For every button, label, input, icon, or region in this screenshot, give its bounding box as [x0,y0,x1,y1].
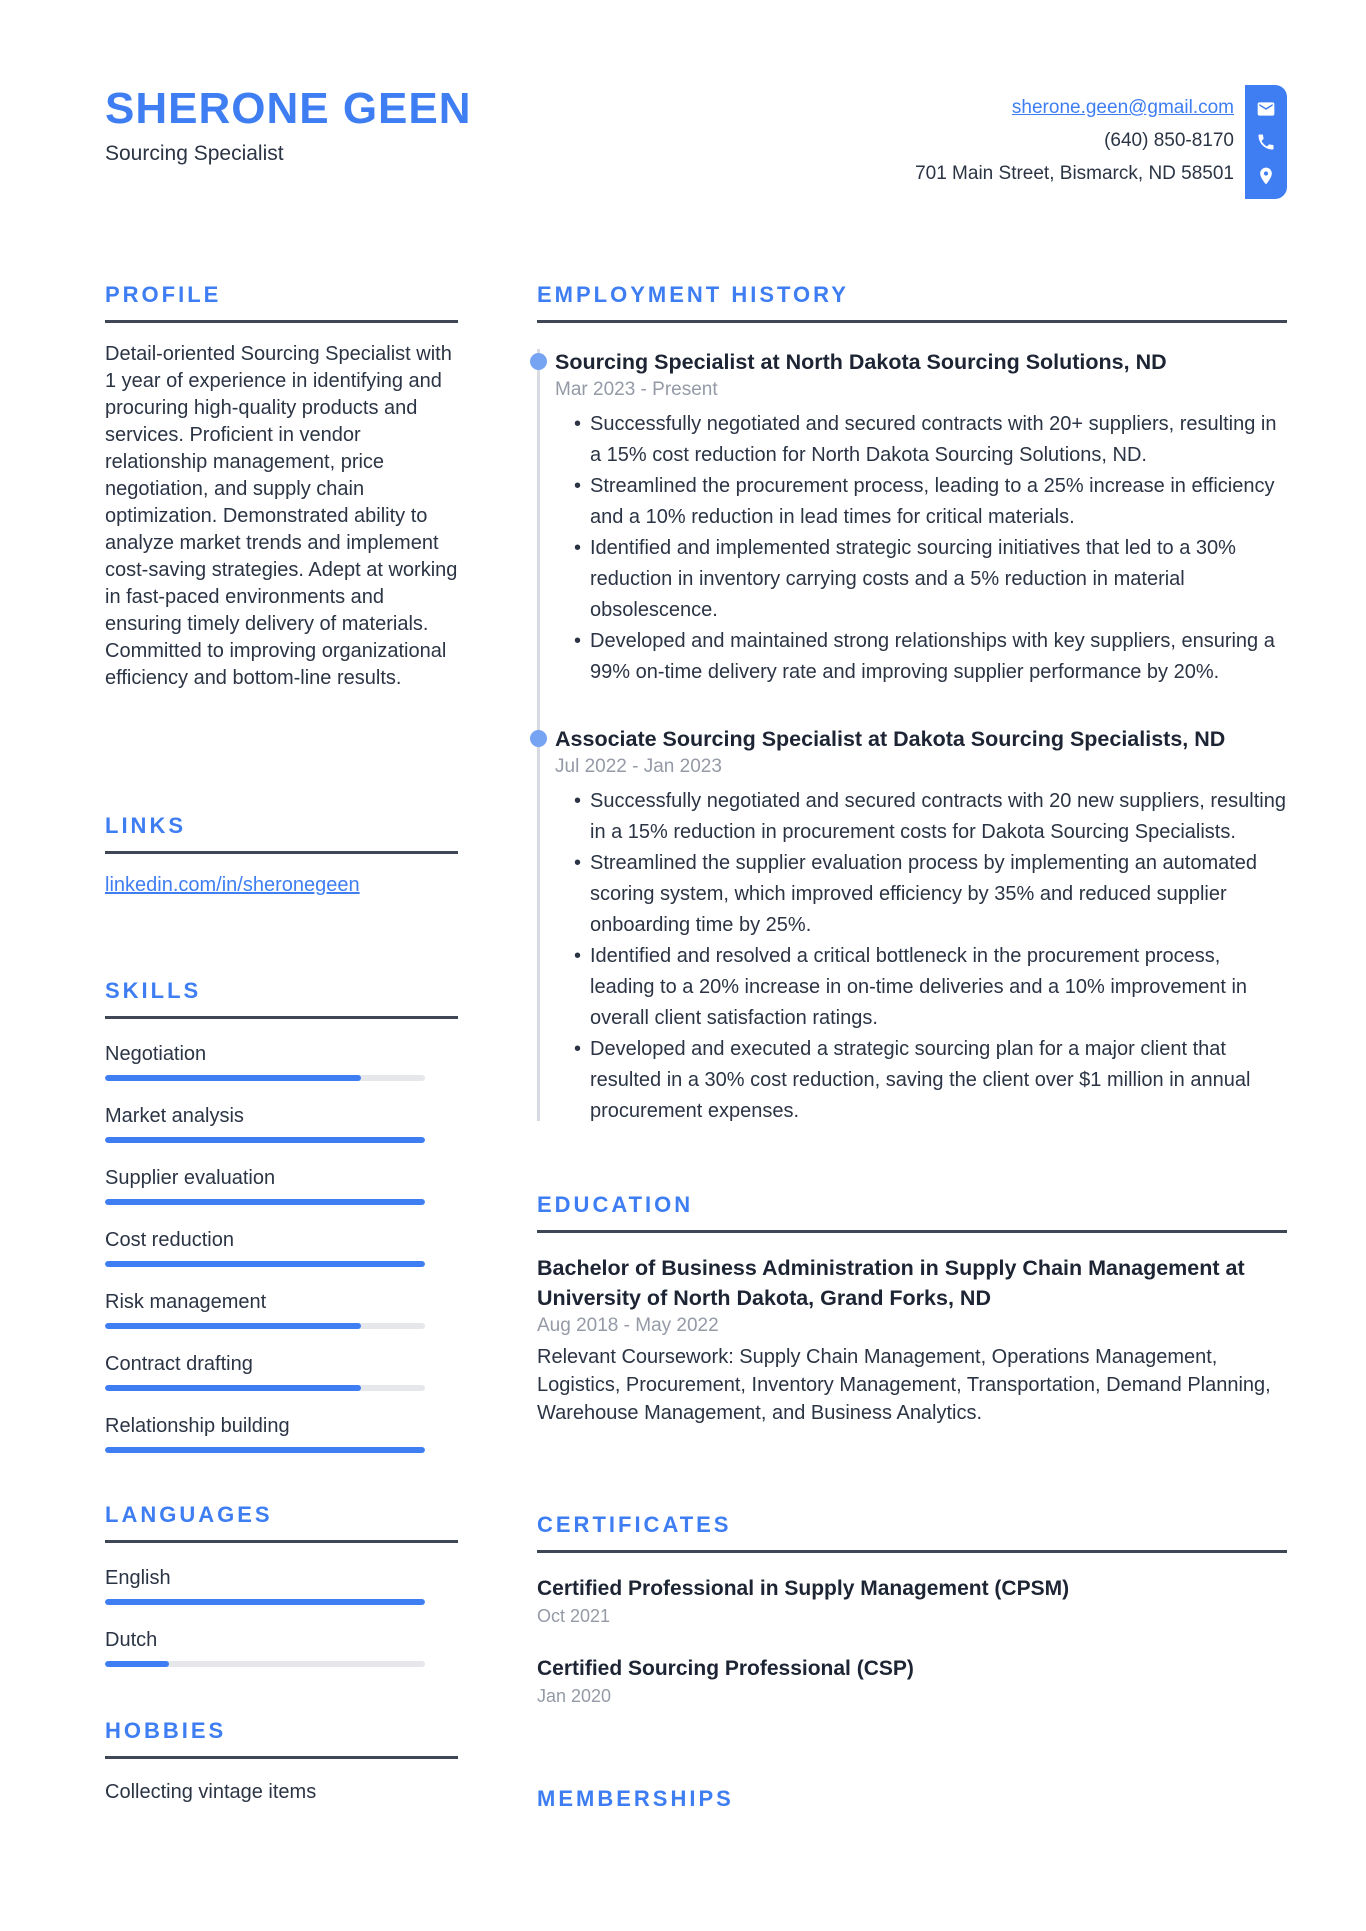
education-date: Aug 2018 - May 2022 [537,1315,719,1336]
timeline-dot [530,353,547,370]
job-entry [537,347,1287,688]
section-rule [105,851,458,854]
links-section [105,812,458,897]
skill-item [105,1229,458,1267]
skill-item [105,1167,458,1205]
memberships-section [537,1785,1287,1812]
skill-bar-track [105,1447,425,1453]
certificate-title: Certified Professional in Supply Management (CPSM) [537,1577,1070,1600]
links-heading: LINKS [105,813,186,838]
skill-bar-track [105,1261,425,1267]
right-column [537,281,1287,1812]
languages-list [105,1567,458,1667]
skill-bar-fill [105,1075,361,1081]
contact-phone: (640) 850-8170 [1104,130,1234,151]
job-date: Mar 2023 - Present [555,379,718,400]
section-rule [537,1550,1287,1553]
contact-email-row [915,91,1234,124]
profile-text: Detail-oriented Sourcing Specialist with 1 year of experience in identifying and procuring high-quality products and services. Proficient in vendor relationship management, price negotiation, and supply chain optimization. Demonstrated ability to analyze market trends and implement cost-saving strategies. Adept at working in fast-paced environments and ensuring timely delivery of materials. Committed to improving organizational efficiency and bottom-line results. [105,343,458,689]
skill-label: Market analysis [105,1105,244,1127]
skills-section [105,977,458,1453]
job-bullet-list [555,786,1287,1127]
degree-title: Bachelor of Business Administration in Supply Chain Management at University of North Dakota, Grand Forks, ND [537,1256,1245,1310]
left-column [105,281,458,1812]
skill-bar-fill [105,1447,425,1453]
job-title: Sourcing Specialist at North Dakota Sourcing Solutions, ND [555,350,1167,374]
skill-bar-fill [105,1323,361,1329]
skill-label: Negotiation [105,1043,207,1065]
employment-timeline [537,347,1287,1127]
certificate-list [537,1575,1287,1709]
profile-heading: PROFILE [105,282,222,307]
education-description: Relevant Coursework: Supply Chain Management, Operations Management, Logistics, Procurement, Inventory Management, Transportation, Demand Planning, Warehouse Management, and Business Analytics. [537,1346,1271,1424]
skill-bar-track [105,1323,425,1329]
skills-heading: SKILLS [105,978,202,1003]
identity-block [105,85,472,166]
skill-item [105,1291,458,1329]
skill-bar-fill [105,1137,425,1143]
skill-bar-fill [105,1199,425,1205]
memberships-heading: MEMBERSHIPS [537,1786,734,1811]
language-bar-fill [105,1661,169,1667]
job-date: Jul 2022 - Jan 2023 [555,756,722,777]
languages-heading: LANGUAGES [105,1502,273,1527]
skill-item [105,1043,458,1081]
email-link[interactable]: sherone.geen@gmail.com [1011,97,1234,118]
certificates-heading: CERTIFICATES [537,1512,732,1537]
job-bullet: • Streamlined the supplier evaluation process by implementing an automated scoring system, which improved efficiency by 35% and reduced supplier onboarding time by 25%. [590,848,1287,941]
section-rule [105,1540,458,1543]
languages-section [105,1501,458,1667]
skill-item [105,1105,458,1143]
job-bullet-list [555,409,1287,688]
hobbies-heading: HOBBIES [105,1718,227,1743]
skill-bar-fill [105,1385,361,1391]
education-entry [537,1253,1287,1427]
phone-icon [1256,132,1276,152]
timeline-dot [530,730,547,747]
language-label: English [105,1567,171,1589]
contact-text [915,85,1234,199]
skill-item [105,1415,458,1453]
skill-label: Risk management [105,1291,267,1313]
section-rule [105,1756,458,1759]
certificate-entry [537,1575,1287,1629]
job-bullet: • Developed and executed a strategic sourcing plan for a major client that resulted in a 30% cost reduction, saving the client over $1 million in annual procurement expenses. [590,1034,1287,1127]
location-pin-icon [1256,166,1276,186]
certificates-section [537,1511,1287,1709]
certificate-entry [537,1655,1287,1709]
skill-bar-track [105,1385,425,1391]
education-heading: EDUCATION [537,1192,694,1217]
skill-label: Cost reduction [105,1229,234,1251]
section-rule [105,320,458,323]
hobbies-text: Collecting vintage items [105,1781,317,1803]
job-bullet: • Streamlined the procurement process, leading to a 25% increase in efficiency and a 10% reduction in lead times for critical materials. [590,471,1287,533]
skill-label: Contract drafting [105,1353,253,1375]
employment-section [537,281,1287,1127]
job-entry [537,724,1287,1127]
section-rule [537,320,1287,323]
employment-heading: EMPLOYMENT HISTORY [537,282,849,307]
contact-block [915,85,1287,199]
job-bullet: • Identified and implemented strategic sourcing initiatives that led to a 30% reduction in inventory carrying costs and a 5% reduction in material obsolescence. [590,533,1287,626]
contact-address: 701 Main Street, Bismarck, ND 58501 [915,163,1234,184]
job-bullet: • Developed and maintained strong relationships with key suppliers, ensuring a 99% on-time delivery rate and improving supplier performance by 20%. [590,626,1287,688]
education-section [537,1191,1287,1427]
hobbies-section [105,1717,458,1806]
language-label: Dutch [105,1629,158,1651]
certificate-date: Jan 2020 [537,1686,612,1706]
language-item [105,1629,458,1667]
body-columns [0,281,1366,1812]
skill-label: Supplier evaluation [105,1167,276,1189]
skill-bar-track [105,1137,425,1143]
section-rule [537,1230,1287,1233]
linkedin-link[interactable]: linkedin.com/in/sheronegeen [105,874,360,896]
header [0,0,1366,199]
skills-list [105,1043,458,1453]
profile-section [105,281,458,692]
contact-icon-panel [1245,85,1287,199]
skill-bar-fill [105,1261,425,1267]
job-title: Associate Sourcing Specialist at Dakota Sourcing Specialists, ND [555,727,1226,751]
job-bullet: • Successfully negotiated and secured contracts with 20+ suppliers, resulting in a 15% cost reduction for North Dakota Sourcing Solutions, ND. [590,409,1287,471]
certificate-date: Oct 2021 [537,1606,611,1626]
skill-bar-track [105,1075,425,1081]
language-item [105,1567,458,1605]
job-bullet: • Successfully negotiated and secured contracts with 20 new suppliers, resulting in a 15% reduction in procurement costs for Dakota Sourcing Specialists. [590,786,1287,848]
skill-label: Relationship building [105,1415,290,1437]
envelope-icon [1256,99,1276,119]
language-bar-track [105,1599,425,1605]
section-rule [105,1016,458,1019]
language-bar-track [105,1661,425,1667]
person-job-title: Sourcing Specialist [105,142,284,166]
language-bar-fill [105,1599,425,1605]
job-bullet: • Identified and resolved a critical bottleneck in the procurement process, leading to a 20% increase in on-time deliveries and a 10% improvement in overall client satisfaction ratings. [590,941,1287,1034]
certificate-title: Certified Sourcing Professional (CSP) [537,1657,914,1680]
skill-item [105,1353,458,1391]
skill-bar-track [105,1199,425,1205]
person-name: SHERONE GEEN [105,84,472,133]
